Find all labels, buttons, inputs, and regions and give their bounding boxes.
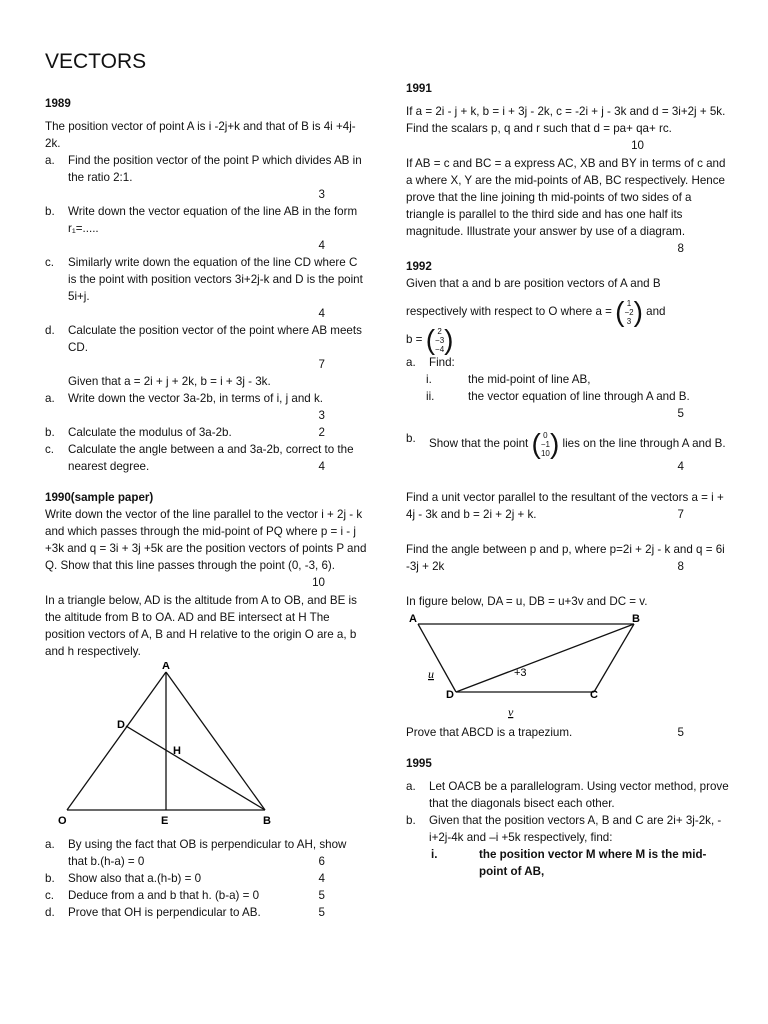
vertex-label-e: E [161,815,169,827]
right-column [406,80,732,880]
para-1992a: Given that a and b are position vectors of A and B [406,277,661,290]
vertex-label-a: A [409,613,417,625]
mark: 4 [318,307,325,320]
question-item: a. Write down the vector 3a-2b, in terms of i, j and k. 3 [45,390,367,424]
mark: 8 [677,560,684,573]
find-line: a. Find: [406,356,455,369]
edge-label-u: u [428,667,434,681]
para-1990: Write down the vector of the line parallel to the vector i + 2j - k and which passes through the mid-point of PQ where p = i - j +3k and q = 3i + 3j +5k are the position vectors of points P and Q. Show that this line passes through the point (0, -3, 6). 10 [45,508,367,589]
column-vector-point: ( 0 −1 10 ) [531,428,560,459]
mark: 3 [318,409,325,422]
vertex-label-h: H [173,745,181,757]
para-1992b: respectively with respect to O where a = ( 1 −2 3 ) and [406,296,666,327]
vertex-label-c: C [590,689,598,701]
mark: 5 [677,726,684,739]
vertex-label-b: B [263,815,271,827]
mark: 5 [318,889,325,902]
b-vector-line: b = ( 2 −3 −4 ) [406,324,454,355]
find-item: ii. the vector equation of line through A and B. [426,390,690,403]
mark: 4 [677,460,684,473]
vertex-label-a: A [162,662,170,672]
angle-question: Find the angle between p and p, where p=2i + 2j - k and q = 6i -3j + 2k 8 [406,541,732,575]
mark: 2 [318,426,325,439]
vertex-label-d: D [446,689,454,701]
vertex-label-o: O [58,815,67,827]
intro-1989: The position vector of point A is i -2j+k and that of B is 4i +4j-2k. [45,120,356,150]
mark: 10 [631,139,644,152]
year-1991: 1991 [406,82,432,95]
year-1992: 1992 [406,260,432,273]
question-item: c. Similarly write down the equation of the line CD where C is the point with position vectors 3i+2j-k and D is the point 5i+j. 4 [45,254,367,322]
year-1995: 1995 [406,757,432,770]
mark: 4 [318,872,325,885]
question-item: b. Write down the vector equation of the line AB in the form r₁=..... 4 [45,203,367,254]
figure-text: In figure below, DA = u, DB = u+3v and DC = v. [406,595,648,608]
para-ab-bc: If AB = c and BC = a express AC, XB and BY in terms of c and a where X, Y are the mid-points of AB, BC respectively. Hence prove that the line joining th mid-points of two sides of a triangle is parallel to the third side and has one half its magnitude. Illustrate your answer by use of a diagram. 8 [406,155,732,240]
question-item: d. Prove that OH is perpendicular to AB. 5 [45,906,325,919]
page-title: VECTORS [45,50,147,73]
mark: 10 [312,576,325,589]
find-item: i. the mid-point of line AB, [426,373,591,386]
question-item: c. Calculate the angle between a and 3a-2b, correct to the nearest degree. 4 [45,441,367,475]
mark: 4 [318,460,325,473]
column-vector-b: ( 2 −3 −4 ) [425,324,454,355]
question-item: b. Show also that a.(h-b) = 0 4 [45,872,325,885]
mark: 5 [318,906,325,919]
question-subitem: i. the position vector M where M is the mid-point of AB, [431,848,707,878]
mark: 5 [677,407,684,420]
triangle-text: In a triangle below, AD is the altitude from A to OB, and BE is the altitude from B to OA. AD and BE intersect at H The position vectors of A, B and H relative to the origin O are a, b and h respectively. [45,594,357,658]
vertex-label-d: D [117,719,125,731]
triangle-diagram [55,662,285,832]
given-line: Given that a = 2i + j + 2k, b = i + 3j - 3k. [68,375,271,388]
show-point-item: b. Show that the point ( 0 −1 10 ) lies on the line through A and B. 4 [406,430,732,475]
edge-label-v: v [508,705,514,719]
para-1991: If a = 2i - j + k, b = i + 3j - 2k, c = -2i + j - 3k and d = 3i+2j + 5k. Find the scalars p, q and r such that d = pa+ qa+ rc. 10 [406,103,732,137]
unit-vector-question: Find a unit vector parallel to the resultant of the vectors a = i + 4j - 3k and b = 2i + 2j + k. 7 [406,489,732,523]
mark: 6 [318,855,325,868]
question-item: a. Let OACB be a parallelogram. Using vector method, prove that the diagonals bisect each other. [406,780,729,810]
column-vector-a: ( 1 −2 3 ) [615,296,643,327]
question-item: b. Given that the position vectors A, B and C are 2i+ 3j-2k, -i+2j-4k and –i +5k respectively, find: [406,814,722,844]
mark: 3 [318,188,325,201]
trapezium-diagram [406,612,656,722]
year-1990: 1990(sample paper) [45,491,154,504]
year-1989: 1989 [45,97,71,110]
mark: 7 [677,508,684,521]
left-column [45,95,367,921]
question-item: a. By using the fact that OB is perpendicular to AH, show that b.(h-a) = 0 6 [45,838,347,868]
mark: 8 [677,242,684,255]
edge-label-plus3: +3 [514,667,527,679]
mark: 7 [318,358,325,371]
question-item: d. Calculate the position vector of the point where AB meets CD. 7 [45,322,367,373]
question-item: b. Calculate the modulus of 3a-2b. 2 [45,424,367,441]
vertex-label-b: B [632,613,640,625]
mark: 4 [318,239,325,252]
question-item: a. Find the position vector of the point P which divides AB in the ratio 2:1. 3 [45,152,367,203]
prove-trapezium: Prove that ABCD is a trapezium. 5 [406,724,732,741]
question-item: c. Deduce from a and b that h. (b-a) = 0 5 [45,889,325,902]
